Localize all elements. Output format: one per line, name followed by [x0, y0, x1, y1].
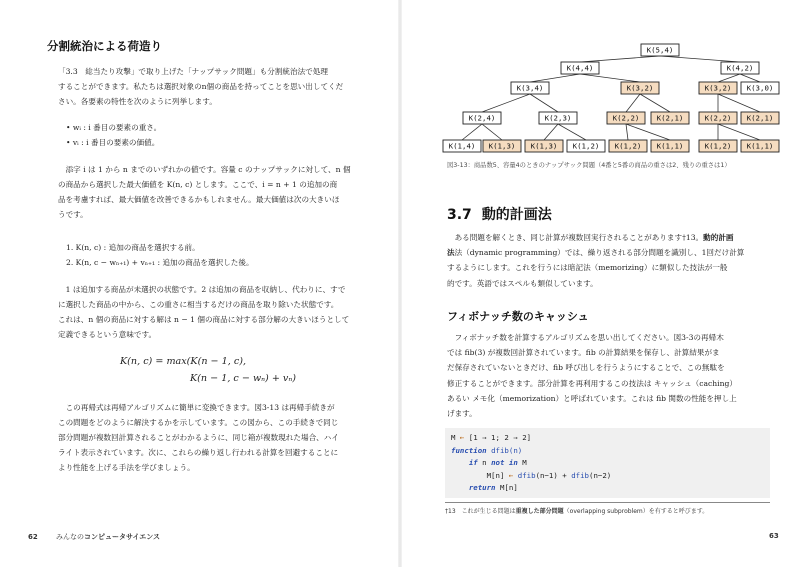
tree-node — [567, 140, 605, 152]
tree-node — [641, 44, 679, 56]
tree-node-label: K(1,3) — [488, 141, 516, 151]
code-block — [445, 428, 770, 498]
text-line: 「3.3 総当たり攻撃」で取り上げた「ナップサック問題」も分割統治法で処理 — [58, 67, 328, 76]
text-line: の商品から選択した最大価値を K(n, c) とします。ここで、i = n + 1 の追加の商 — [58, 180, 338, 189]
tree-edge — [718, 74, 740, 82]
paragraph-fib — [447, 330, 772, 421]
tree-node — [621, 82, 659, 94]
tree-node — [463, 112, 501, 124]
tree-node — [699, 82, 737, 94]
tree-node-label: K(1,2) — [572, 141, 600, 151]
text-line: さい。各要素の特性を次のように列挙します。 — [58, 97, 217, 106]
paragraph-recursion — [58, 400, 378, 475]
text-line: 定義できるという意味です。 — [58, 330, 157, 339]
figure-caption: 図3-13：商品数5、容量4のときのナップサック問題（4番と5番の商品の重さは2、残りの重さは1） — [447, 162, 731, 169]
tree-edge — [558, 124, 586, 140]
footnote-divider — [445, 502, 770, 503]
option-item-2: 2. K(n, c − wₙ₊₁) + vₙ₊₁ : 追加の商品を選択した後。 — [66, 258, 254, 267]
tree-edge — [718, 94, 760, 112]
tree-edge — [740, 74, 760, 82]
tree-node — [741, 140, 779, 152]
tree-node-label: K(2,1) — [746, 113, 774, 123]
tree-node-label: K(3,0) — [746, 83, 774, 93]
tree-edge — [530, 74, 580, 82]
section-title-knapsack: 分割統治による荷造り — [47, 39, 162, 53]
section-title-fib-cache: フィボナッチ数のキャッシュ — [447, 310, 589, 323]
paragraph-explanation — [58, 282, 378, 342]
formula-line-1: K(n, c) = max(K(n − 1, c), — [120, 356, 247, 367]
tree-edge — [530, 94, 558, 112]
tree-node — [609, 140, 647, 152]
chapter-title: 動的計画法 — [481, 207, 552, 223]
tree-node — [483, 140, 521, 152]
option-list — [66, 240, 254, 270]
paragraph-definition — [58, 162, 378, 222]
keyword-dynamic-programming-end: 法 — [447, 248, 455, 258]
right-page — [400, 0, 800, 567]
option-item-1: 1. K(n, c) : 追加の商品を選択する前。 — [66, 243, 200, 252]
tree-edge — [660, 56, 740, 62]
tree-nodes — [443, 44, 779, 152]
tree-node — [741, 112, 779, 124]
tree-node-label: K(1,1) — [746, 141, 774, 151]
page-number-left: 62 — [28, 533, 38, 541]
tree-edge — [580, 74, 640, 82]
bullet-list — [66, 120, 161, 150]
page-number-right: 63 — [769, 532, 779, 540]
text-line: うです。 — [58, 210, 88, 219]
text-line: この再帰式は再帰アルゴリズムに簡単に変換できます。図3-13 は再帰手続きが — [58, 403, 335, 412]
tree-node-label: K(1,3) — [530, 141, 558, 151]
text-line: ライト表示されています。次に、これらの繰り返し行われる計算を回避することに — [58, 448, 339, 457]
tree-node-label: K(4,4) — [566, 63, 594, 73]
keyword-dynamic-programming: 動的計画 — [703, 233, 734, 242]
tree-node — [443, 140, 481, 152]
tree-node-label: K(2,3) — [544, 113, 572, 123]
book-title-prefix: みんなの — [55, 533, 84, 541]
tree-node — [651, 140, 689, 152]
text-line: 1 は追加する商品が未選択の状態です。2 は追加の商品を収納し、代わりに、すで — [58, 285, 346, 294]
text-line: だ保存されていないときだけ、fib 呼び出しを行うようにすることで、この無駄を — [447, 363, 725, 373]
tree-node-label: K(3,2) — [626, 83, 654, 93]
tree-edge — [640, 94, 670, 112]
text-line: ある問題を解くとき、同じ計算が複数回実行されることがあります†13。動的計画 — [454, 233, 734, 242]
paragraph-intro — [58, 64, 378, 109]
tree-node-label: K(3,4) — [516, 83, 544, 93]
tree-node-label: K(1,2) — [704, 141, 732, 151]
footnote-keyword: 重複した部分問題 — [515, 508, 564, 515]
formula-line-2: K(n − 1, c − wₙ) + vₙ) — [190, 373, 296, 384]
paragraph-dp-intro — [447, 230, 772, 291]
footnote: †13 これが生じる問題は重複した部分問題（overlapping subproblem）を有すると呼びます。 — [445, 508, 709, 515]
text-line: するようにします。これを行うには暗記法（memorizing）に類似した技法が一般 — [447, 263, 728, 273]
text-line: では fib(3) が複数回計算されています。fib の計算結果を保存し、計算結果がま — [447, 348, 720, 358]
tree-node — [607, 112, 645, 124]
tree-edges — [462, 56, 760, 140]
text-line: あるい メモ化（memorization）と呼ばれています。これは fib 関数の性能を押し上 — [447, 393, 737, 403]
code-line-5: return M[n] — [468, 483, 518, 492]
text-line: 法法（dynamic programming）では、繰り返される部分問題を識別し、1回だけ計算 — [447, 248, 745, 258]
tree-node-label: K(3,2) — [704, 83, 732, 93]
tree-edge — [544, 124, 558, 140]
tree-edge — [462, 124, 482, 140]
tree-node-label: K(2,1) — [656, 113, 684, 123]
tree-node-label: K(1,1) — [656, 141, 684, 151]
tree-node — [721, 62, 759, 74]
text-line: これは、n 個の商品に対する解は n − 1 個の商品に対する部分解の大きいほうとして — [58, 315, 350, 324]
tree-node — [525, 140, 563, 152]
tree-node-label: K(1,2) — [614, 141, 642, 151]
tree-edge — [482, 94, 530, 112]
tree-node-label: K(5,4) — [646, 45, 674, 55]
tree-node — [561, 62, 599, 74]
text-line: より性能を上げる手法を学びましょう。 — [58, 463, 195, 472]
tree-node — [651, 112, 689, 124]
tree-node — [511, 82, 549, 94]
tree-node — [539, 112, 577, 124]
code-line-1: M ← [1 ⇒ 1; 2 ⇒ 2] — [451, 433, 532, 442]
text-line: フィボナッチ数を計算するアルゴリズムを思い出してください。図3-3の再帰木 — [454, 333, 724, 342]
chapter-number: 3.7 — [447, 207, 472, 223]
book-title-main: コンピュータサイエンス — [83, 533, 161, 541]
text-line: 的です。英語ではスペルも類似しています。 — [447, 278, 598, 288]
tree-node — [699, 112, 737, 124]
tree-edge — [626, 124, 628, 140]
tree-node-label: K(2,4) — [468, 113, 496, 123]
text-line: 部分問題が複数回計算されることがわかるように、同じ箱が複数現れた場合、ハイ — [58, 433, 339, 442]
text-line: 修正することができます。部分計算を再利用するこの技法は キャッシュ（caching） — [447, 378, 737, 388]
code-line-2: function dfib(n) — [451, 445, 523, 455]
tree-edge — [580, 56, 660, 62]
text-line: に選択した商品の中から、この重さに相当するだけの商品を取り除いた状態です。 — [58, 300, 339, 309]
code-line-4: M[n] ← dfib(n−1) + dfib(n−2) — [451, 470, 612, 480]
bullet-item-value: • vᵢ : i 番目の要素の価値。 — [66, 138, 160, 147]
text-line: この問題をどのように解決するかを示しています。この図から、この手続きで同じ — [58, 418, 339, 427]
bullet-item-weight: • wᵢ : i 番目の要素の重さ。 — [66, 123, 162, 132]
tree-node — [699, 140, 737, 152]
recursion-tree-figure — [440, 40, 780, 158]
text-line: することができます。私たちは選択対象のn個の商品を持ってことを思い出してくだ — [58, 82, 344, 91]
tree-edge — [718, 124, 760, 140]
tree-edge — [626, 124, 670, 140]
tree-node-label: K(4,2) — [726, 63, 754, 73]
text-line: 添字 i は 1 から n までのいずれかの値です。容量 c のナップサックに対して、n 個 — [58, 165, 351, 174]
text-line: げます。 — [447, 409, 477, 419]
code-line-3: if n not in M — [468, 458, 527, 467]
tree-node — [741, 82, 779, 94]
chapter-heading — [447, 204, 552, 224]
tree-node-label: K(2,2) — [704, 113, 732, 123]
tree-node-label: K(2,2) — [612, 113, 640, 123]
tree-edge — [482, 124, 502, 140]
tree-edge — [626, 94, 640, 112]
page-footer-left — [28, 532, 160, 542]
text-line: 品を考慮すれば、最大価値を改善できるかもしれません。最大価値は次の大きいほ — [58, 195, 340, 204]
tree-node-label: K(1,4) — [448, 141, 476, 151]
